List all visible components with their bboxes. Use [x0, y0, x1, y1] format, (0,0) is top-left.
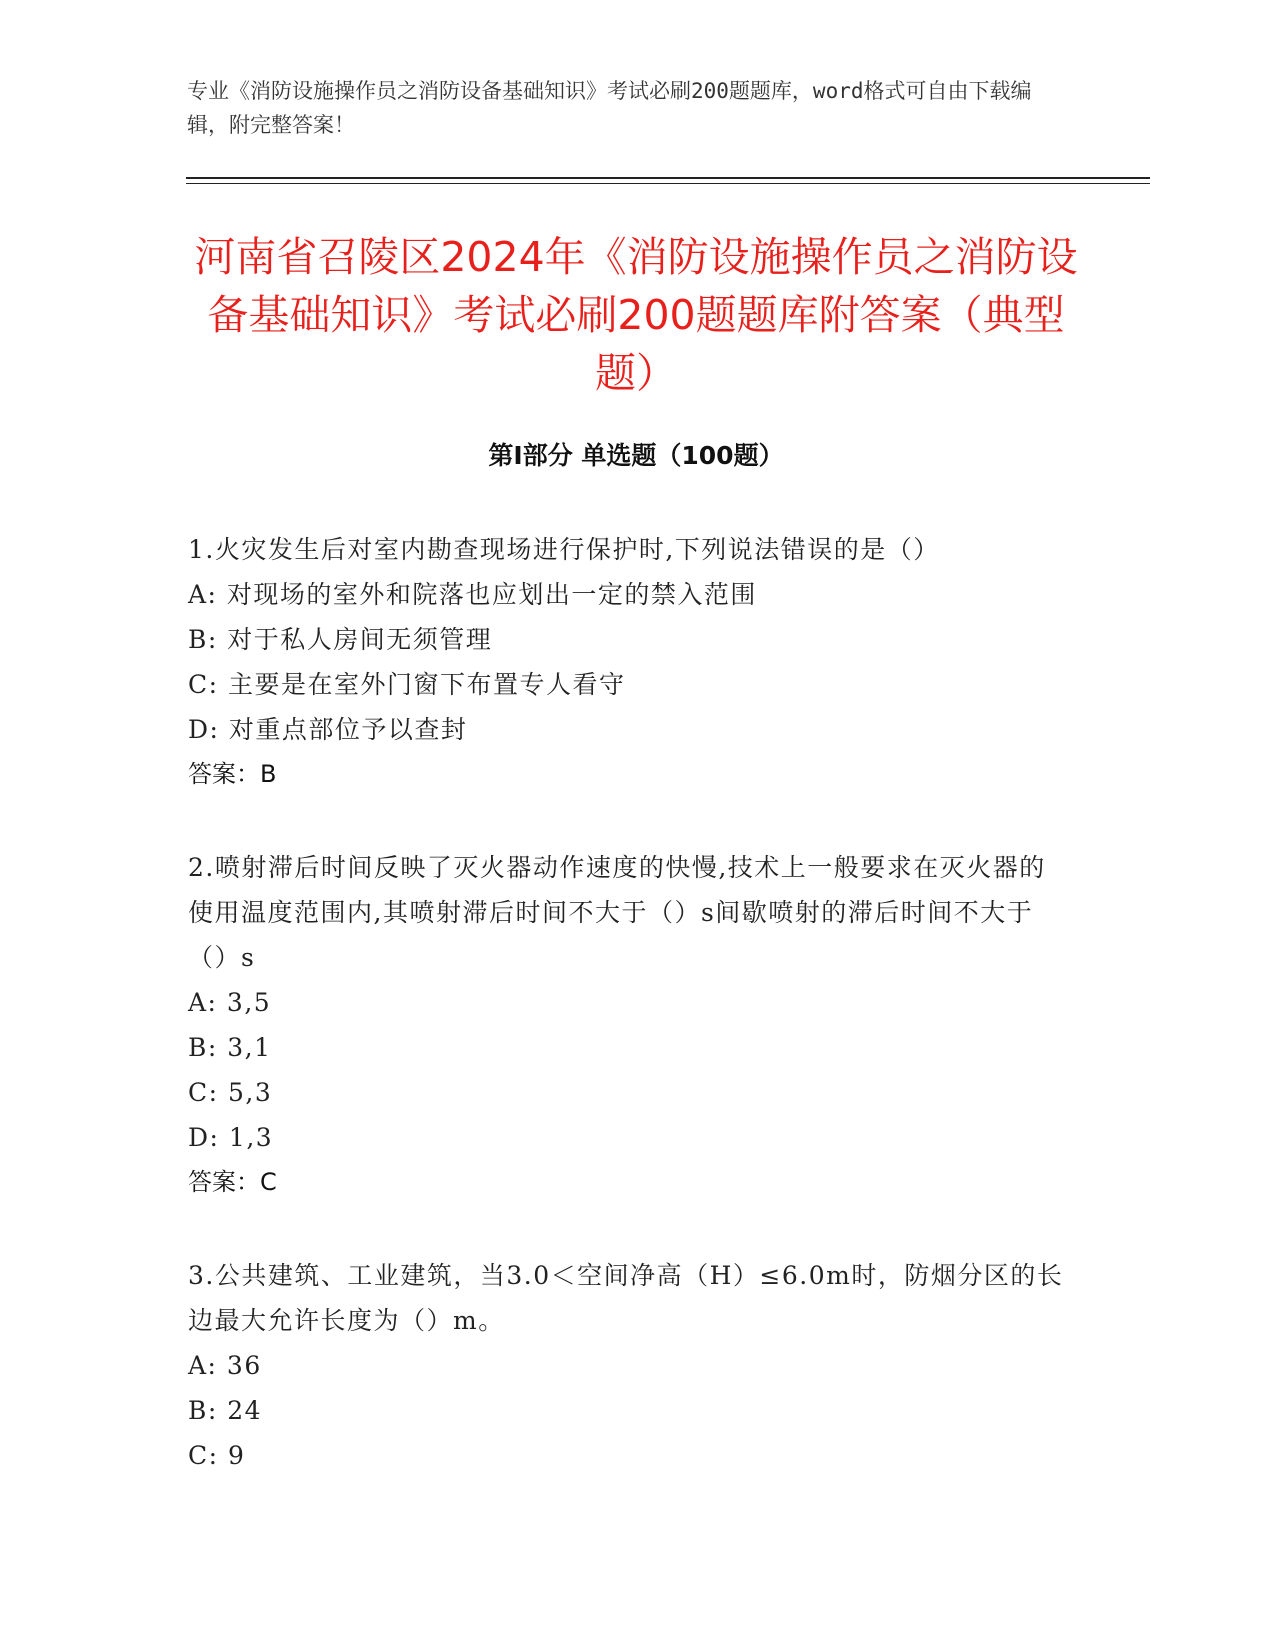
- question-list: [188, 527, 1068, 1526]
- option-c: C: 9: [188, 1441, 246, 1470]
- question-2: [188, 845, 1068, 1205]
- answer: 答案：C: [188, 1168, 277, 1196]
- section-title: 第Ⅰ部分 单选题（100题）: [488, 441, 784, 470]
- document-title: 河南省召陵区2024年《消防设施操作员之消防设备基础知识》考试必刷200题题库附答案（典型题）: [194, 233, 1078, 397]
- question-1: [188, 527, 1068, 797]
- header-note: 专业《消防设施操作员之消防设备基础知识》考试必刷200题题库，word格式可自由下载编辑，附完整答案！: [187, 79, 1032, 137]
- option-a: A: 3,5: [188, 988, 272, 1017]
- answer: 答案：B: [188, 760, 277, 788]
- question-stem: 1.火灾发生后对室内勘查现场进行保护时,下列说法错误的是（）: [188, 535, 940, 564]
- header-divider-thin: [186, 183, 1150, 184]
- option-a: A: 36: [188, 1351, 262, 1380]
- option-b: B: 24: [188, 1396, 263, 1425]
- option-b: B: 对于私人房间无须管理: [188, 625, 493, 654]
- question-3: [188, 1253, 1068, 1478]
- question-stem: 3.公共建筑、工业建筑，当3.0＜空间净高（H）≤6.0m时，防烟分区的长边最大允许长度为（）m。: [188, 1261, 1064, 1335]
- option-c: C: 5,3: [188, 1078, 273, 1107]
- question-stem: 2.喷射滞后时间反映了灭火器动作速度的快慢,技术上一般要求在灭火器的使用温度范围内,其喷射滞后时间不大于（）s间歇喷射的滞后时间不大于（）s: [188, 853, 1046, 972]
- header-divider-thick: [186, 177, 1150, 179]
- option-a: A: 对现场的室外和院落也应划出一定的禁入范围: [188, 580, 757, 609]
- option-c: C: 主要是在室外门窗下布置专人看守: [188, 670, 626, 699]
- option-d: D: 1,3: [188, 1123, 274, 1152]
- option-d: D: 对重点部位予以查封: [188, 715, 468, 744]
- option-b: B: 3,1: [188, 1033, 272, 1062]
